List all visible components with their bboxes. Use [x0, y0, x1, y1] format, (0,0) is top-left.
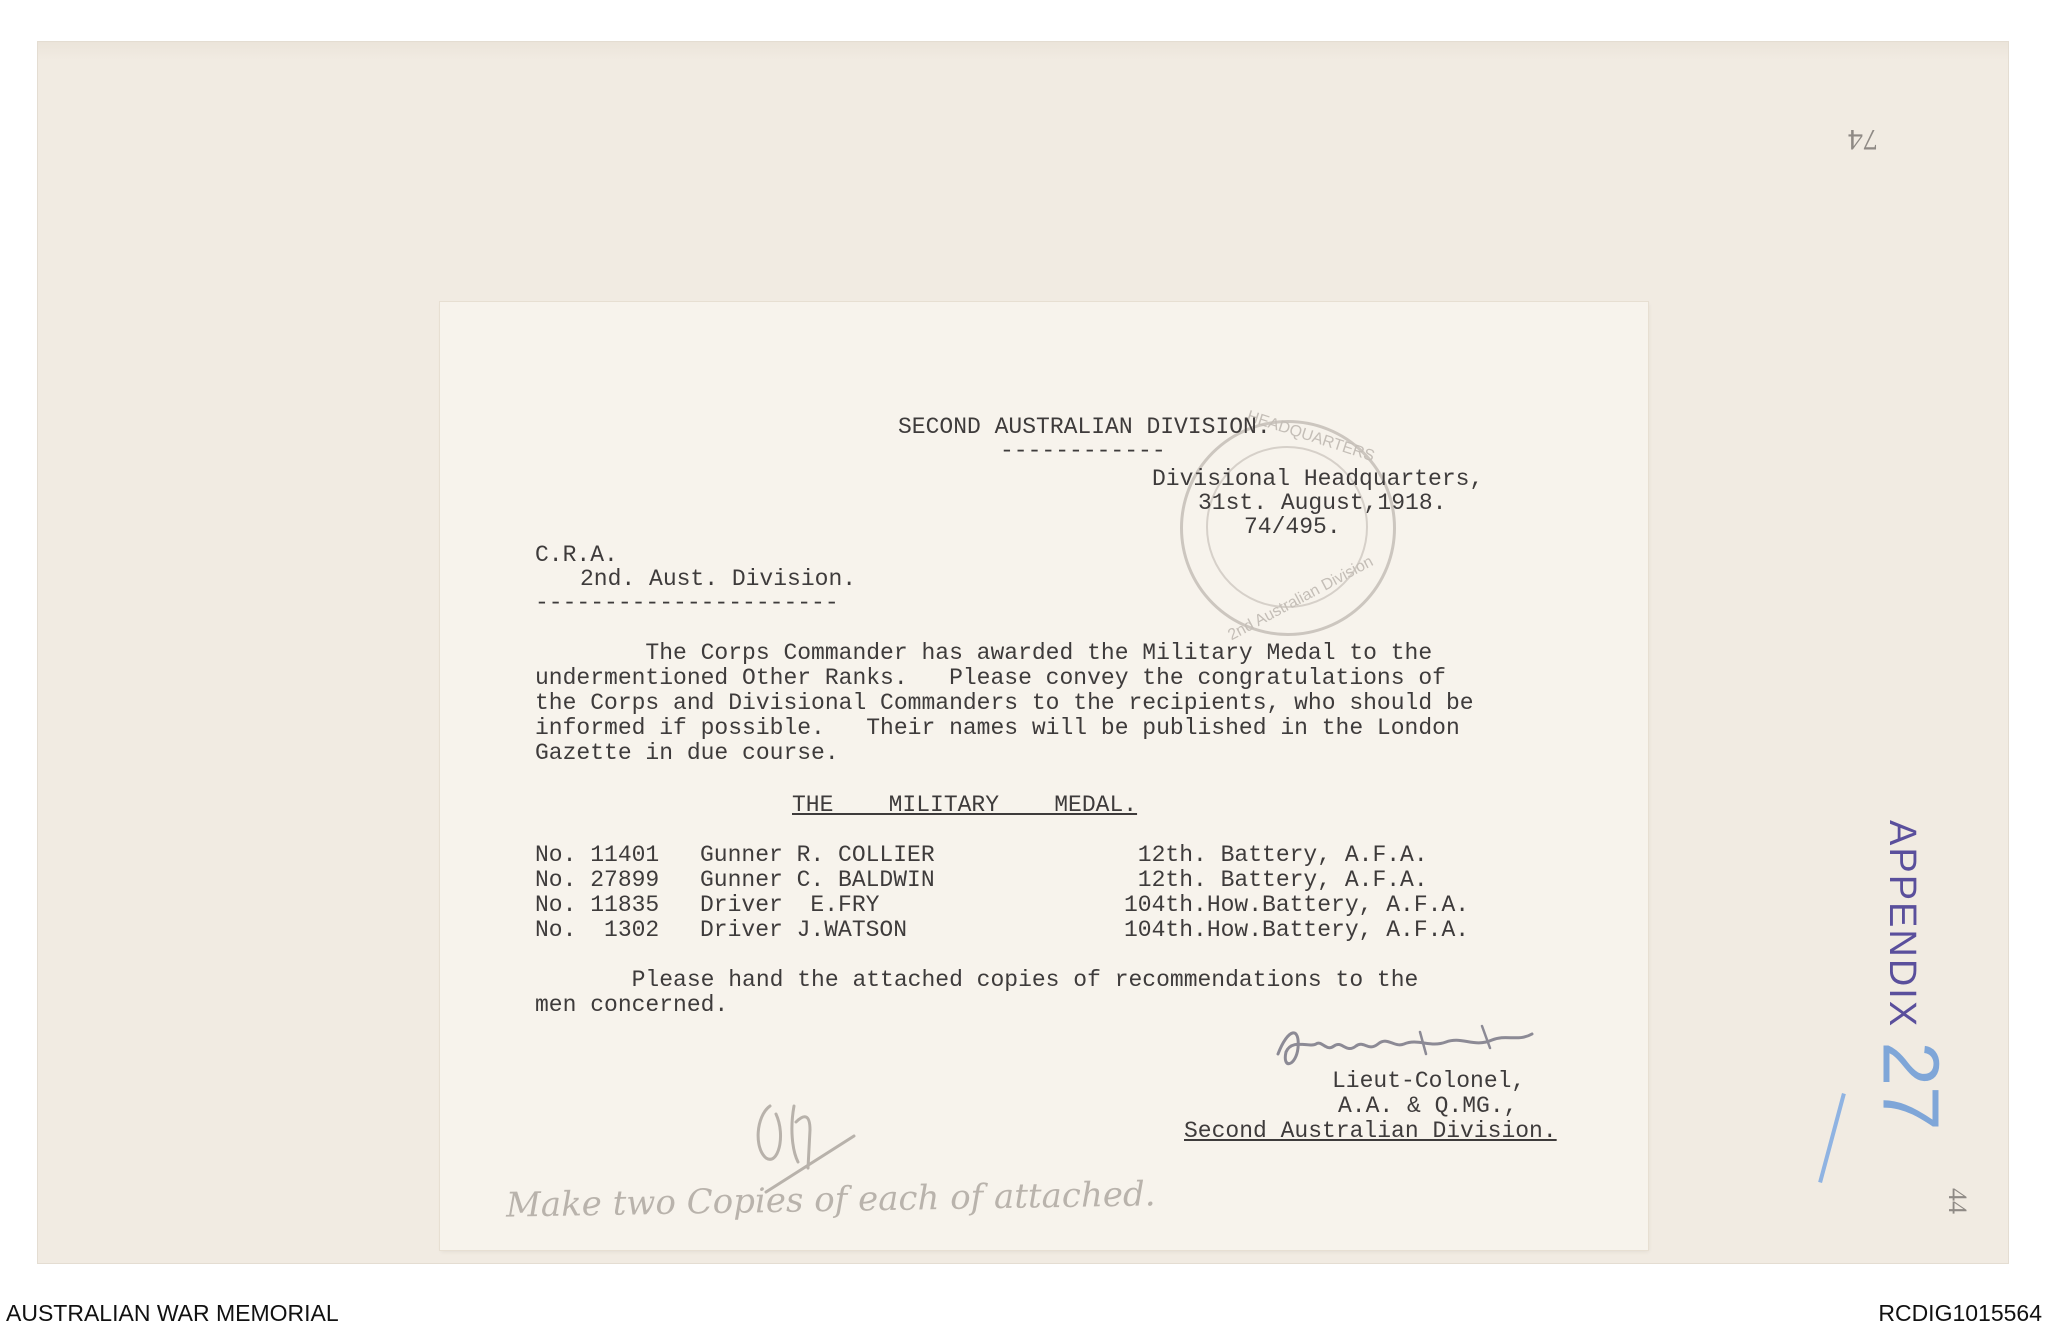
award-number: No. 11835 — [535, 892, 660, 918]
award-unit: 104th.How.Battery, A.F.A. — [1124, 917, 1470, 943]
body-line: the Corps and Divisional Commanders to the recipients, who should be — [535, 690, 1474, 716]
body-line: Gazette in due course. — [535, 740, 839, 766]
body-line: The Corps Commander has awarded the Military Medal to the — [535, 640, 1433, 666]
award-unit: 104th.How.Battery, A.F.A. — [1124, 892, 1470, 918]
award-number: No. 11401 — [535, 842, 660, 868]
signoff-role: A.A. & Q.MG., — [1338, 1093, 1518, 1119]
signoff-unit: Second Australian Division. — [1184, 1118, 1557, 1144]
archive-image-reference: RCDIG1015564 — [1878, 1300, 2042, 1326]
addressee-line-1: C.R.A. — [535, 542, 618, 568]
award-unit: 12th. Battery, A.F.A. — [1124, 867, 1428, 893]
torn-top-edge — [38, 42, 2008, 60]
side-page-number: 44 — [1943, 1188, 1972, 1214]
body-line: undermentioned Other Ranks. Please convey the congratulations of — [535, 665, 1446, 691]
closing-line: men concerned. — [535, 992, 729, 1018]
award-number: No. 1302 — [535, 917, 660, 943]
closing-line: Please hand the attached copies of recommendations to the — [535, 967, 1419, 993]
signoff-rank: Lieut-Colonel, — [1332, 1068, 1526, 1094]
appendix-stamp: APPENDIX — [1881, 820, 1923, 1029]
addressee-line-2: 2nd. Aust. Division. — [580, 566, 857, 592]
letter-heading: SECOND AUSTRALIAN DIVISION. — [898, 414, 1271, 440]
pencil-note: Make two Copies of each of attached. — [505, 1174, 1156, 1226]
award-unit: 12th. Battery, A.F.A. — [1124, 842, 1428, 868]
award-recipient: Driver J.WATSON — [700, 917, 908, 943]
hq-line: Divisional Headquarters, — [1152, 466, 1484, 492]
award-recipient: Driver E.FRY — [700, 892, 880, 918]
award-number: No. 27899 — [535, 867, 660, 893]
addressee-rule: ---------------------- — [535, 590, 839, 616]
archive-source-label: AUSTRALIAN WAR MEMORIAL — [6, 1300, 339, 1326]
page-number: 74 — [1848, 123, 1878, 156]
body-line: informed if possible. Their names will be published in the London — [535, 715, 1460, 741]
seal-bottom-text: 2nd Australian Division — [1225, 553, 1377, 645]
award-recipient: Gunner C. BALDWIN — [700, 867, 935, 893]
appendix-number: 27 — [1866, 1041, 1956, 1131]
seal-top-text: HEADQUARTERS — [1244, 407, 1377, 466]
award-title: THE MILITARY MEDAL. — [792, 792, 1138, 818]
reference-number: 74/495. — [1244, 514, 1341, 540]
award-recipient: Gunner R. COLLIER — [700, 842, 935, 868]
heading-rule: ------------ — [1000, 438, 1166, 464]
date-line: 31st. August,1918. — [1198, 490, 1447, 516]
